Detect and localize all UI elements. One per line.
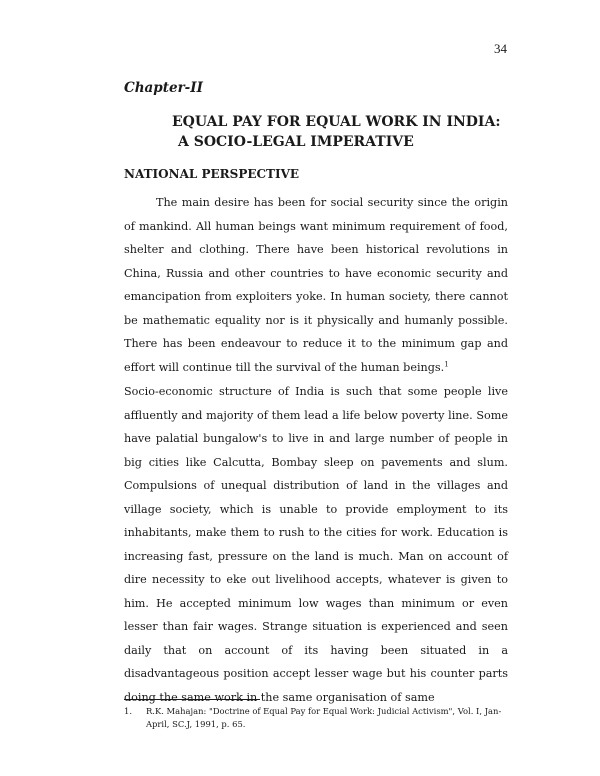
section-heading: NATIONAL PERSPECTIVE	[124, 167, 300, 181]
paragraph-1	[124, 191, 508, 379]
footnote-number: 1.	[124, 706, 132, 716]
footnote-divider	[124, 699, 260, 700]
chapter-title-line-1: EQUAL PAY FOR EQUAL WORK IN INDIA:	[172, 114, 501, 130]
footnote	[124, 705, 508, 731]
paragraph-1-text: The main desire has been for social security since the origin of mankind. All human beings want minimum requirement of food, shelter and clothing. There have been historical revolutions in China, Russia and other countries to have economic security and emancipation from exploiters yoke. In human society, there cannot be mathematic equality nor is it physically and humanly possible. There has been endeavour to reduce it to the minimum gap and effort will continue till the survival of the human beings.	[124, 196, 508, 374]
page-number: 34	[494, 41, 507, 56]
footnote-reference: 1	[444, 359, 449, 368]
chapter-title	[124, 112, 524, 152]
footnote-text: R.K. Mahajan: "Doctrine of Equal Pay for Equal Work: Judicial Activism", Vol. I, Jan-April, SC.J, 1991, p. 65.	[146, 706, 502, 729]
chapter-label: Chapter-II	[124, 80, 203, 96]
paragraph-2: Socio-economic structure of India is such that some people live affluently and majority of them lead a life below poverty line. Some have palatial bungalow's to live in and large number of people in big cities like Calcutta, Bombay sleep on pavements and slum. Compulsions of unequal distribution of land in the villages and village society, which is unable to provide employment to its inhabitants, make them to rush to the cities for work. Education is increasing fast, pressure on the land is much. Man on account of dire necessity to eke out livelihood accepts, whatever is given to him. He accepted minimum low wages than minimum or even lesser than fair wages. Strange situation is experienced and seen daily that on account of its having been situated in a disadvantageous position accept lesser wage but his counter parts doing the same work in the same organisation of same	[124, 385, 508, 704]
chapter-title-line-2: A SOCIO-LEGAL IMPERATIVE	[178, 134, 414, 150]
